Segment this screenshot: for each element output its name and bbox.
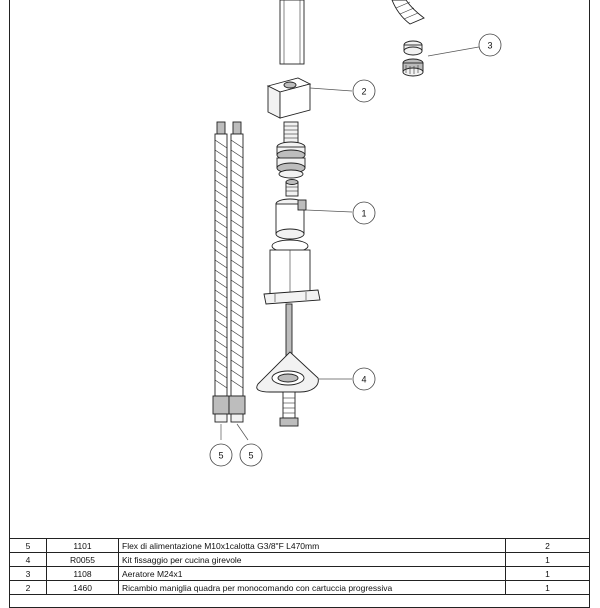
leader-2 — [310, 88, 352, 91]
callout-4 — [353, 368, 375, 390]
callout-3 — [479, 34, 501, 56]
row-quantity: 2 — [506, 539, 590, 553]
row-code: R0055 — [47, 553, 119, 567]
row-quantity: 1 — [506, 553, 590, 567]
cartridge-fitting — [286, 180, 298, 197]
table-row — [10, 581, 590, 595]
parts-list-table — [9, 538, 590, 595]
row-description: Kit fissaggio per cucina girevole — [119, 553, 506, 567]
row-position: 5 — [10, 539, 47, 553]
handle-block-part — [268, 78, 310, 118]
svg-text:5: 5 — [248, 450, 254, 461]
row-description: Ricambio maniglia quadra per monocomando con cartuccia progressiva — [119, 581, 506, 595]
callout-2 — [353, 80, 375, 102]
cartridge-nut — [277, 142, 305, 178]
callout-1 — [353, 202, 375, 224]
row-code: 1108 — [47, 567, 119, 581]
leader-1 — [306, 210, 352, 212]
row-description: Flex di alimentazione M10x1calotta G3/8"F L470mm — [119, 539, 506, 553]
svg-text:3: 3 — [487, 40, 493, 51]
table-row — [10, 553, 590, 567]
row-position: 3 — [10, 567, 47, 581]
spout-outlet — [392, 0, 424, 24]
faucet-body — [264, 240, 320, 304]
svg-text:4: 4 — [361, 374, 367, 385]
flex-hose-left — [213, 122, 229, 422]
aerator-part — [403, 41, 423, 76]
svg-text:1: 1 — [361, 208, 367, 219]
spout-tube — [280, 0, 304, 64]
row-code: 1460 — [47, 581, 119, 595]
table-row — [10, 567, 590, 581]
mounting-kit-part — [257, 352, 319, 426]
leader-5b — [237, 424, 248, 440]
row-quantity: 1 — [506, 581, 590, 595]
row-position: 2 — [10, 581, 47, 595]
cartridge-part — [276, 199, 306, 239]
callout-5b — [240, 444, 262, 466]
flex-hose-right — [229, 122, 245, 422]
callout-5a — [210, 444, 232, 466]
cartridge-stem — [284, 122, 298, 144]
row-code: 1101 — [47, 539, 119, 553]
row-position: 4 — [10, 553, 47, 567]
row-quantity: 1 — [506, 567, 590, 581]
table-row — [10, 539, 590, 553]
svg-text:5: 5 — [218, 450, 224, 461]
row-description: Aeratore M24x1 — [119, 567, 506, 581]
svg-text:2: 2 — [361, 86, 367, 97]
